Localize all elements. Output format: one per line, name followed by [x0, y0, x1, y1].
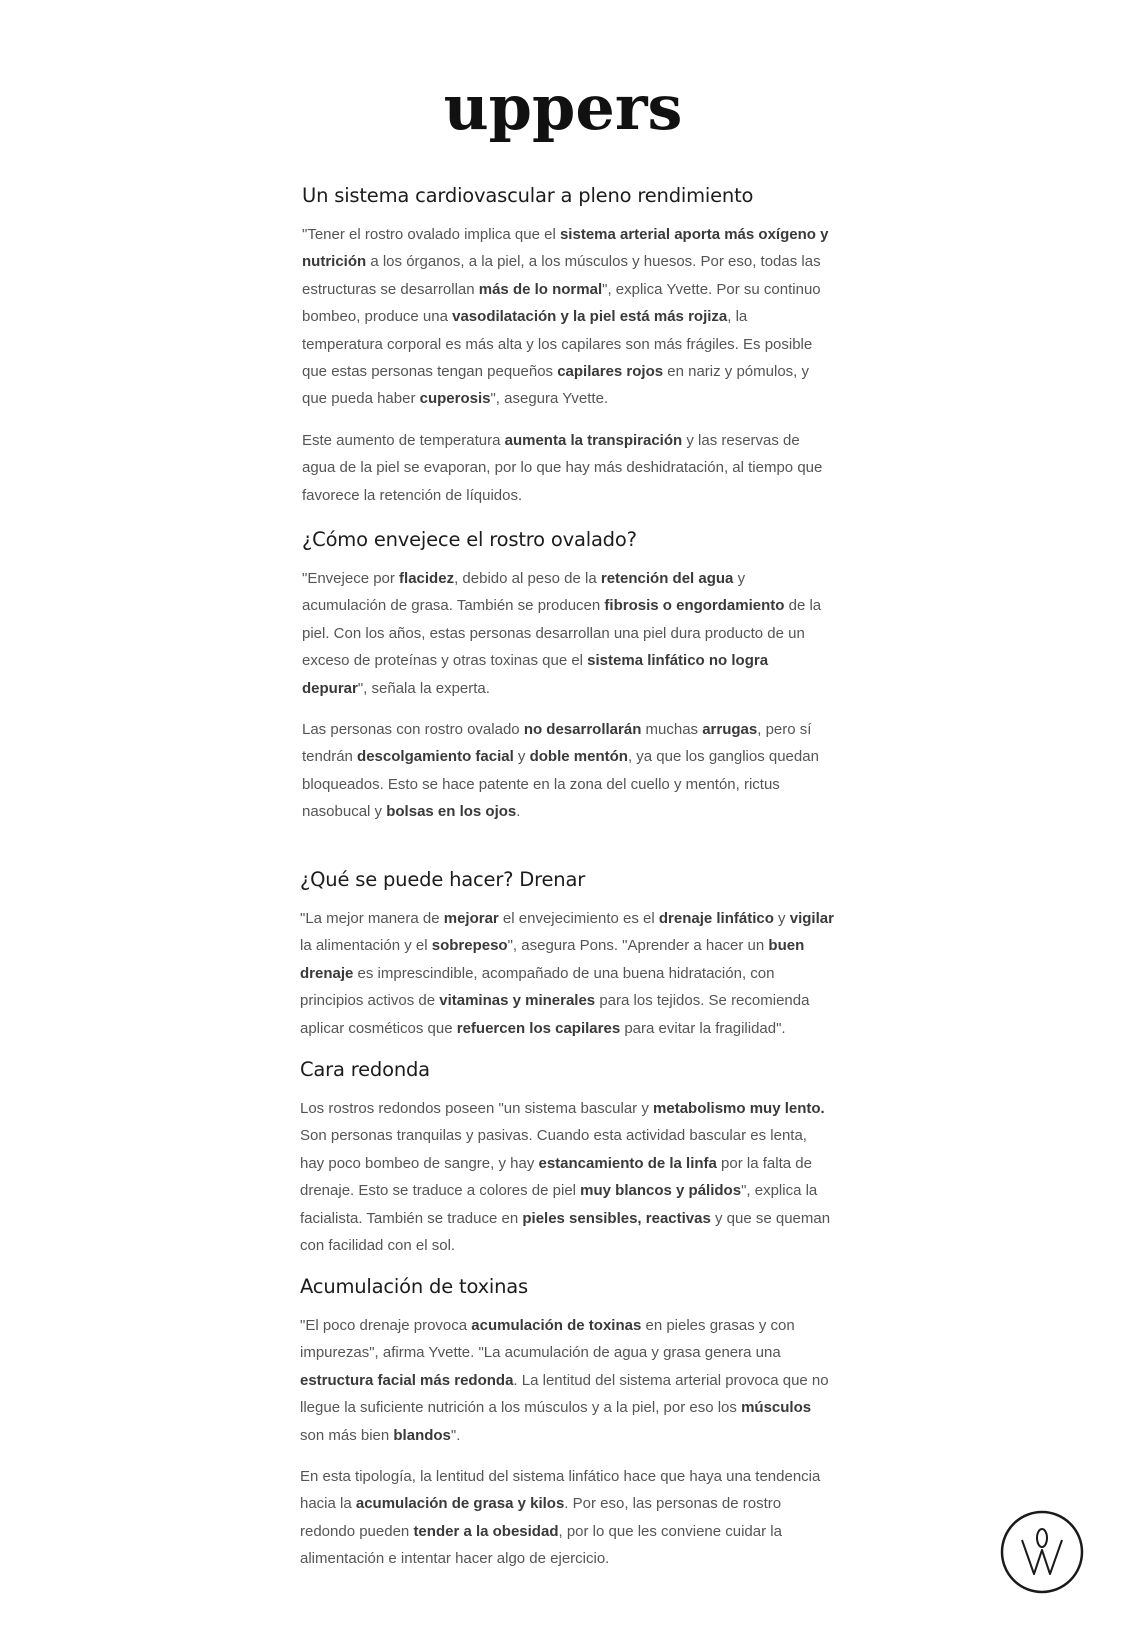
paragraph: "La mejor manera de mejorar el envejecimiento es el drenaje linfático y vigilar la alimentación y el sobrepeso", asegura Pons. "Aprender a hacer un buen drenaje es imprescindible, acompañado de una buena hidratación, con principios activos de vitaminas y minerales para los tejidos. Se recomienda aplicar cosméticos que refuercen los capilares para evitar la fragilidad". [300, 910, 834, 1037]
emphasis-text: vasodilatación y la piel está más rojiza [452, 308, 728, 326]
paragraph: "Envejece por flacidez, debido al peso de la retención del agua y acumulación de grasa. También se producen fibrosis o engordamiento de la piel. Con los años, estas personas desarrollan una piel dura producto de un exceso de proteínas y otras toxinas que el sistema linfático no logra depurar", señala la experta. [302, 570, 822, 697]
section-toxins [300, 1275, 834, 1573]
paragraph: Los rostros redondos poseen "un sistema bascular y metabolismo muy lento. Son personas tranquilas y pasivas. Cuando esta actividad bascular es lenta, hay poco bombeo de sangre, y hay estancamiento de la linfa por la falta de drenaje. Esto se traduce a colores de piel muy blancos y pálidos", explica la facialista. También se traduce en pieles sensibles, reactivas y que se queman con facilidad con el sol. [300, 1100, 831, 1255]
emphasis-text: retención del agua [600, 570, 734, 587]
w-monogram-icon[interactable] [1000, 1510, 1084, 1594]
emphasis-text: buen drenaje [300, 937, 805, 982]
emphasis-text: sistema arterial aporta más oxígeno y nutrición [302, 226, 829, 271]
section-aging-oval [302, 528, 832, 826]
section-round-face [300, 1058, 834, 1259]
emphasis-text: metabolismo muy lento. [653, 1100, 825, 1117]
emphasis-text: aumenta la transpiración [504, 431, 683, 449]
emphasis-text: sistema linfático no logra depurar [302, 652, 769, 697]
emphasis-text: estancamiento de la linfa [538, 1154, 717, 1172]
section-heading: Un sistema cardiovascular a pleno rendimiento [302, 184, 754, 207]
emphasis-text: mejorar [443, 910, 499, 927]
emphasis-text: acumulación de toxinas [471, 1317, 642, 1334]
paragraph: Las personas con rostro ovalado no desarrollarán muchas arrugas, pero sí tendrán descolgamiento facial y doble mentón, ya que los ganglios quedan bloqueados. Esto se hace patente en la zona del cuello y mentón, rictus nasobucal y bolsas en los ojos. [302, 721, 819, 821]
section-cardiovascular [302, 184, 832, 509]
emphasis-text: cuperosis [419, 390, 491, 408]
emphasis-text: doble mentón [529, 748, 628, 766]
emphasis-text: fibrosis o engordamiento [604, 597, 785, 615]
emphasis-text: bolsas en los ojos [386, 803, 517, 821]
emphasis-text: drenaje linfático [658, 910, 774, 927]
paragraph: "Tener el rostro ovalado implica que el sistema arterial aporta más oxígeno y nutrición a los órganos, a la piel, a los músculos y huesos. Por eso, todas las estructuras se desarrollan más de lo normal", explica Yvette. Por su continuo bombeo, produce una vasodilatación y la piel está más rojiza, la temperatura corporal es más alta y los capilares son más frágiles. Es posible que estas personas tengan pequeños capilares rojos en nariz y pómulos, y que pueda haber cuperosis", asegura Yvette. [302, 226, 829, 408]
emphasis-text: no desarrollarán [523, 721, 642, 739]
emphasis-text: vitaminas y minerales [439, 992, 596, 1010]
emphasis-text: flacidez [399, 570, 455, 587]
emphasis-text: estructura facial más redonda [300, 1371, 514, 1389]
emphasis-text: músculos [741, 1399, 812, 1417]
emphasis-text: descolgamiento facial [357, 748, 514, 766]
emphasis-text: acumulación de grasa y kilos [355, 1495, 565, 1513]
paragraph: "El poco drenaje provoca acumulación de toxinas en pieles grasas y con impurezas", afirma Yvette. "La acumulación de agua y grasa genera una estructura facial más redonda. La lentitud del sistema arterial provoca que no llegue la suficiente nutrición a los músculos y a la piel, por eso los músculos son más bien blandos". [300, 1317, 829, 1444]
emphasis-text: vigilar [789, 910, 834, 927]
emphasis-text: sobrepeso [431, 937, 508, 955]
emphasis-text: pieles sensibles, reactivas [522, 1209, 711, 1227]
emphasis-text: muy blancos y pálidos [580, 1182, 742, 1200]
emphasis-text: más de lo normal [478, 280, 603, 298]
paragraph: Este aumento de temperatura aumenta la transpiración y las reservas de agua de la piel se evaporan, por lo que hay más deshidratación, al tiempo que favorece la retención de líquidos. [302, 431, 823, 504]
section-heading: Cara redonda [300, 1058, 430, 1081]
section-heading: ¿Qué se puede hacer? Drenar [300, 868, 586, 891]
emphasis-text: refuercen los capilares [456, 1019, 621, 1037]
section-heading: ¿Cómo envejece el rostro ovalado? [302, 528, 637, 551]
emphasis-text: tender a la obesidad [413, 1522, 559, 1540]
paragraph: En esta tipología, la lentitud del sistema linfático hace que haya una tendencia hacia la acumulación de grasa y kilos. Por eso, las personas de rostro redondo pueden tender a la obesidad, por lo que les conviene cuidar la alimentación e intentar hacer algo de ejercicio. [300, 1468, 821, 1568]
emphasis-text: arrugas [702, 721, 758, 739]
site-logo[interactable]: uppers [443, 71, 683, 144]
section-heading: Acumulación de toxinas [300, 1275, 529, 1298]
emphasis-text: capilares rojos [557, 363, 664, 381]
emphasis-text: blandos [393, 1426, 451, 1444]
section-drain [300, 868, 834, 1042]
